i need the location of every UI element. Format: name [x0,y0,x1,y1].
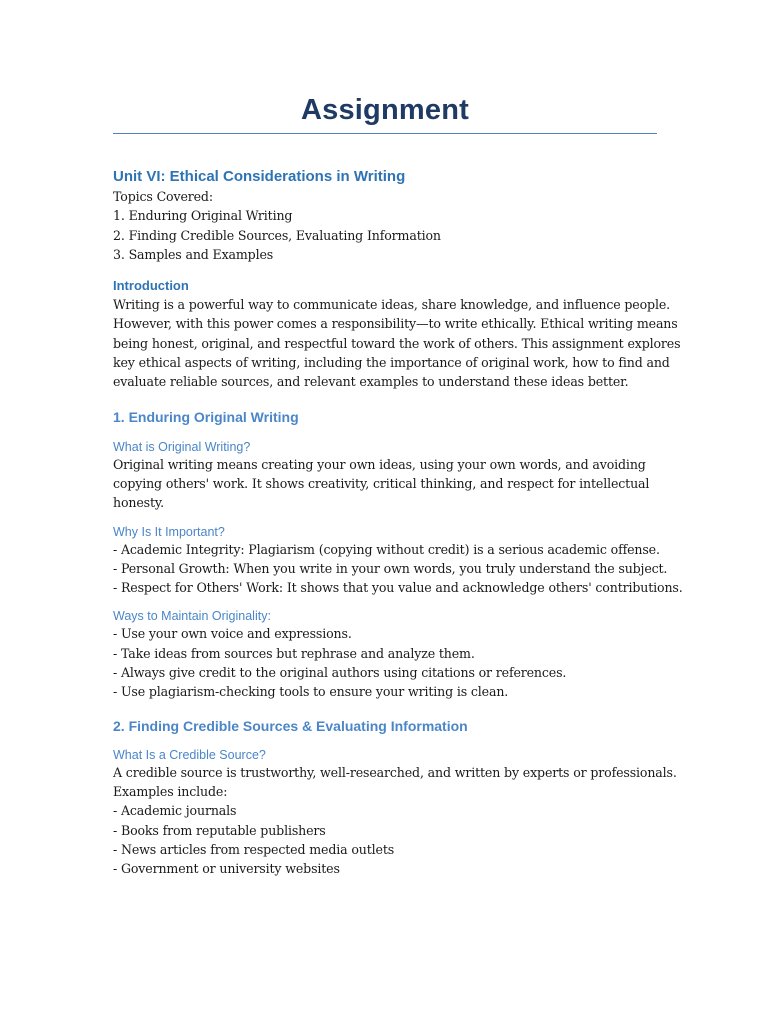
list-item: - Always give credit to the original authors using citations or references. [113,665,567,681]
list-item: - Government or university websites [113,861,340,877]
paragraph-line: A credible source is trustworthy, well-researched, and written by experts or professionals. [113,764,677,780]
paragraph-line: However, with this power comes a responsibility—to write ethically. Ethical writing means [113,316,678,332]
original-writing-paragraph [113,455,657,513]
section-2-heading: 2. Finding Credible Sources & Evaluating Information [113,717,468,734]
topics-label: Topics Covered: [113,189,213,204]
credible-source-subheading: What Is a Credible Source? [113,747,266,762]
list-item: - Use your own voice and expressions. [113,626,352,642]
list-item: - Books from reputable publishers [113,822,326,838]
document-body [113,94,683,878]
list-item: - Academic journals [113,803,237,819]
maintain-originality-list [113,624,657,701]
topic-item: 3. Samples and Examples [113,246,274,262]
paragraph-line: copying others' work. It shows creativity, critical thinking, and respect for intellectual [113,475,650,491]
paragraph-line: Writing is a powerful way to communicate ideas, share knowledge, and influence people. [113,297,670,313]
list-item: - Respect for Others' Work: It shows that you value and acknowledge others' contributions. [113,580,683,596]
maintain-originality-subheading: Ways to Maintain Originality: [113,609,271,624]
introduction-heading: Introduction [113,278,189,294]
paragraph-line: key ethical aspects of writing, including the importance of original work, how to find and [113,355,670,371]
unit-heading: Unit VI: Ethical Considerations in Writing [113,168,406,185]
paragraph-line: evaluate reliable sources, and relevant examples to understand these ideas better. [113,374,629,390]
introduction-paragraph [113,295,681,391]
topic-item: 1. Enduring Original Writing [113,208,293,224]
list-item: - News articles from respected media outlets [113,841,395,857]
paragraph-line: honesty. [113,495,165,511]
topics-block [113,187,657,264]
credible-source-paragraph [113,763,677,879]
why-important-list [113,540,683,598]
topic-item: 2. Finding Credible Sources, Evaluating Information [113,227,441,243]
list-item: - Personal Growth: When you write in your own words, you truly understand the subject. [113,560,668,576]
list-item: - Take ideas from sources but rephrase and analyze them. [113,645,475,661]
paragraph-line: Examples include: [113,783,228,799]
list-item: - Academic Integrity: Plagiarism (copying without credit) is a serious academic offense. [113,541,660,557]
why-important-subheading: Why Is It Important? [113,524,225,539]
page-title: Assignment [113,94,657,134]
paragraph-line: being honest, original, and respectful toward the work of others. This assignment explores [113,335,681,351]
paragraph-line: Original writing means creating your own ideas, using your own words, and avoiding [113,456,646,472]
original-writing-subheading: What is Original Writing? [113,439,251,454]
list-item: - Use plagiarism-checking tools to ensure your writing is clean. [113,684,509,700]
section-1-heading: 1. Enduring Original Writing [113,408,299,425]
